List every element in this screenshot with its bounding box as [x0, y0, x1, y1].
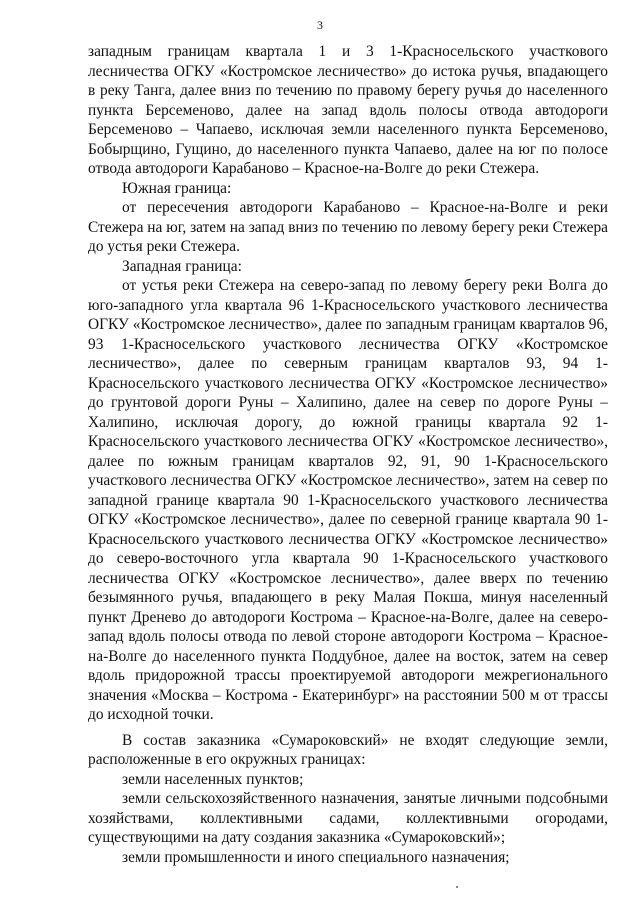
heading-western-boundary: Западная граница:: [122, 257, 242, 275]
list-item-settlement-lands: земли населенных пунктов;: [122, 770, 304, 788]
paragraph-excluded-lands-intro: В состав заказника «Сумароковский» не входят следующие земли, расположенные в его окружных границах:: [88, 731, 608, 768]
heading-southern-boundary: Южная граница:: [122, 179, 232, 197]
scan-dot: [456, 886, 458, 888]
paragraph-southern-boundary: от пересечения автодороги Карабаново – Красное-на-Волге и реки Стежера на юг, затем на запад вниз по течению по левому берегу реки Стежера до устья реки Стежера.: [88, 199, 608, 255]
document-body: [88, 42, 608, 867]
list-item-agricultural-lands: земли сельскохозяйственного назначения, занятые личными подсобными хозяйствами, коллективными садами, коллективными огородами, существующими на дату создания заказника «Сумароковский»;: [88, 790, 608, 846]
list-item-industrial-lands: земли промышленности и иного специального назначения;: [122, 848, 510, 866]
page-number: 3: [317, 18, 323, 32]
paragraph-western-boundary: от устья реки Стежера на северо-запад по левому берегу реки Волга до юго-западного угла квартала 96 1-Красносельского участкового лесничества ОГКУ «Костромское лесничество», далее по западным границам кварталов 96, 93 1-Красносельского участкового лесничества ОГКУ «Костромское лесничество», далее по северным границам кварталов 93, 94 1-Красносельского участкового лесничества ОГКУ «Костромское лесничество» до грунтовой дороги Руны – Халипино, далее на север по дороге Руны – Халипино, исключая дорогу, до южной границы квартала 92 1-Красносельского участкового лесничества ОГКУ «Костромское лесничество», далее по южным границам кварталов 92, 91, 90 1-Красносельского участкового лесничества ОГКУ «Костромское лесничество», затем на север по западной границе квартала 90 1-Красносельского участкового лесничества ОГКУ «Костромское лесничество», далее по северной границе квартала 90 1-Красносельского участкового лесничества ОГКУ «Костромское лесничество» до северо-восточного угла квартала 90 1-Красносельского участкового лесничества ОГКУ «Костромское лесничество», далее вверх по течению безымянного ручья, впадающего в реку Малая Покша, минуя населенный пункт Дренево до автодороги Кострома – Красное-на-Волге, далее на северо-запад вдоль полосы отвода по левой стороне автодороги Кострома – Красное-на-Волге до населенного пункта Поддубное, далее на восток, затем на север вдоль придорожной трассы проектируемой автодороги межрегионального значения «Москва – Кострома - Екатеринбург» на расстоянии 500 м от трассы до исходной точки.: [88, 277, 608, 723]
paragraph-northern-boundary-end: западным границам квартала 1 и 3 1-Красносельского участкового лесничества ОГКУ «Костромское лесничество» до истока ручья, впадающего в реку Танга, далее вниз по течению по правому берегу ручья до населенного пункта Берсеменово, далее на запад вдоль полосы отвода автодороги Берсеменово – Чапаево, исключая земли населенного пункта Берсеменово, Бобырщино, Гущино, до населенного пункта Чапаево, далее на юг по полосе отвода автодороги Карабаново – Красное-на-Волге до реки Стежера.: [88, 43, 608, 177]
